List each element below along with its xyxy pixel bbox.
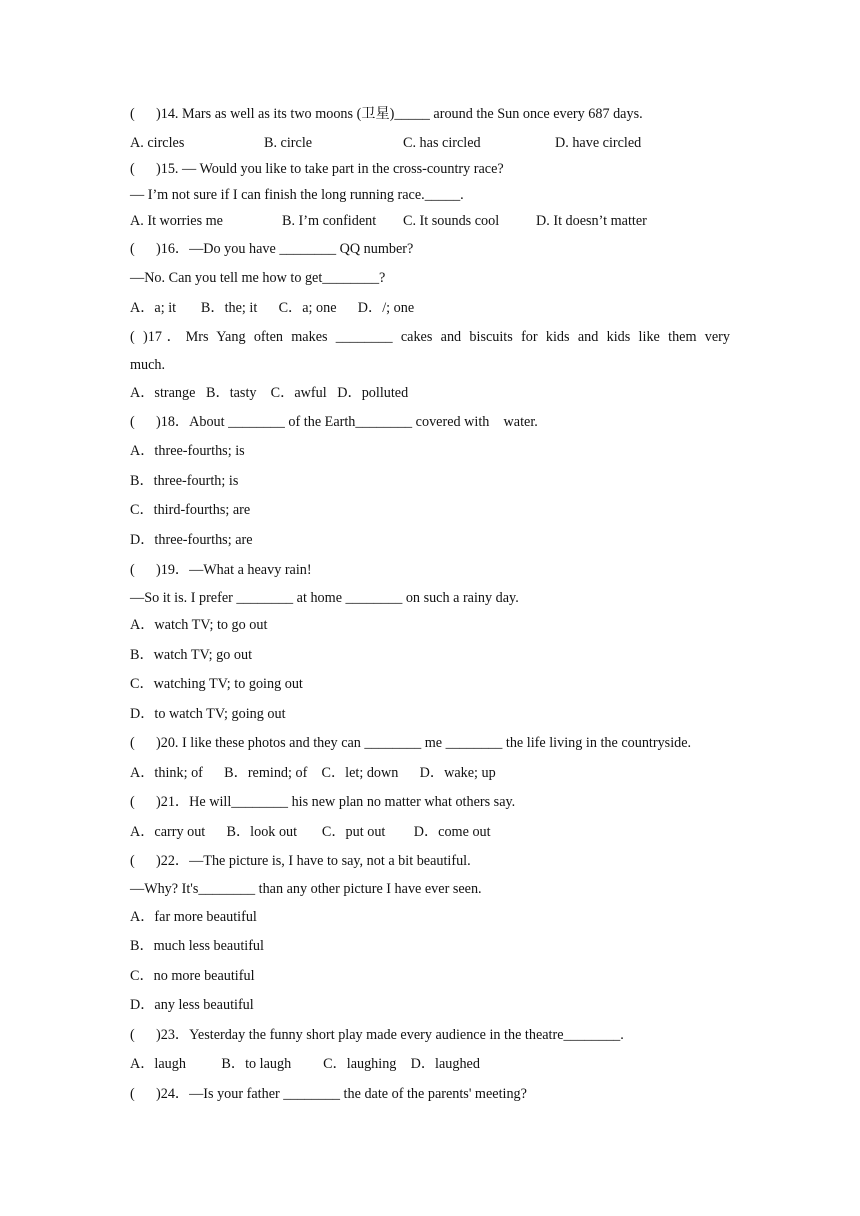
- question-20-stem: ( )20. I like these photos and they can ________ me ________ the life living in the countryside.: [130, 735, 692, 751]
- question-14-stem: ( )14. Mars as well as its two moons (卫星)_____ around the Sun once every 687 days.: [130, 106, 643, 122]
- question-19-reply: —So it is. I prefer ________ at home ________ on such a rainy day.: [130, 590, 519, 606]
- question-22-option-a: A．far more beautiful: [130, 909, 257, 925]
- question-17-options: A．strange B．tasty C．awful D．polluted: [130, 385, 409, 401]
- question-14-option-c: C. has circled: [403, 135, 481, 151]
- question-15-option-d: D. It doesn’t matter: [536, 213, 647, 229]
- question-21-stem: ( )21．He will________ his new plan no matter what others say.: [130, 794, 516, 810]
- question-19-option-c: C．watching TV; to going out: [130, 676, 303, 692]
- question-23-options: A．laugh B．to laugh C．laughing D．laughed: [130, 1056, 480, 1072]
- question-15-option-c: C. It sounds cool: [403, 213, 500, 229]
- question-24-stem: ( )24．—Is your father ________ the date of the parents' meeting?: [130, 1086, 527, 1102]
- question-15-option-b: B. I’m confident: [282, 213, 377, 229]
- question-17-stem-continued: much.: [130, 357, 166, 373]
- question-15-reply: — I’m not sure if I can finish the long running race._____.: [130, 187, 464, 203]
- question-19-stem: ( )19．—What a heavy rain!: [130, 562, 312, 578]
- question-16-reply: —No. Can you tell me how to get________?: [130, 270, 386, 286]
- question-22-option-c: C．no more beautiful: [130, 968, 255, 984]
- question-21-options: A．carry out B．look out C．put out D．come out: [130, 824, 491, 840]
- question-22-reply: —Why? It's________ than any other picture I have ever seen.: [130, 881, 482, 897]
- question-23-stem: ( )23．Yesterday the funny short play made every audience in the theatre________.: [130, 1027, 624, 1043]
- question-17-stem: ( )17．Mrs Yang often makes ________ cakes and biscuits for kids and kids like them very: [130, 329, 730, 345]
- question-18-stem: ( )18．About ________ of the Earth________ covered with water.: [130, 414, 538, 430]
- question-15-option-a: A. It worries me: [130, 213, 223, 229]
- question-16-options: A．a; it B．the; it C．a; one D．/; one: [130, 300, 415, 316]
- question-14-option-a: A. circles: [130, 135, 185, 151]
- question-22-stem: ( )22．—The picture is, I have to say, not a bit beautiful.: [130, 853, 471, 869]
- question-18-option-c: C．third-fourths; are: [130, 502, 251, 518]
- question-20-options: A．think; of B．remind; of C．let; down D．wake; up: [130, 765, 496, 781]
- question-19-option-b: B．watch TV; go out: [130, 647, 253, 663]
- question-14-option-d: D. have circled: [555, 135, 642, 151]
- question-18-option-d: D．three-fourths; are: [130, 532, 253, 548]
- question-18-option-a: A．three-fourths; is: [130, 443, 245, 459]
- question-16-stem: ( )16．—Do you have ________ QQ number?: [130, 241, 414, 257]
- question-22-option-d: D．any less beautiful: [130, 997, 254, 1013]
- question-19-option-a: A．watch TV; to go out: [130, 617, 268, 633]
- question-19-option-d: D．to watch TV; going out: [130, 706, 286, 722]
- question-18-option-b: B．three-fourth; is: [130, 473, 239, 489]
- question-14-option-b: B. circle: [264, 135, 313, 151]
- question-22-option-b: B．much less beautiful: [130, 938, 264, 954]
- question-15-stem: ( )15. — Would you like to take part in the cross-country race?: [130, 161, 504, 177]
